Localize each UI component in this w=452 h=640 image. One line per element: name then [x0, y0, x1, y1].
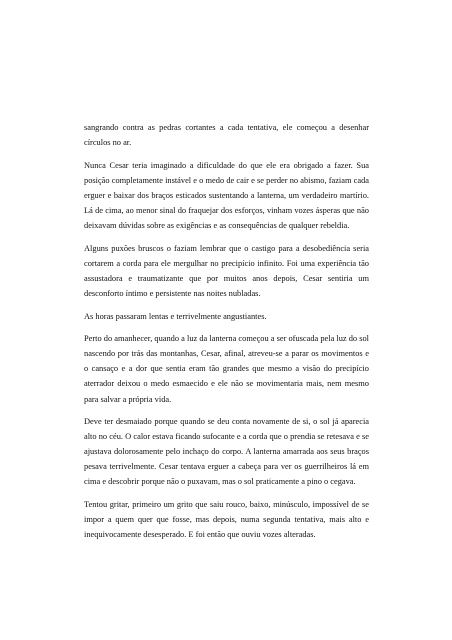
paragraph-2: Nunca Cesar teria imaginado a dificuldade do que ele era obrigado a fazer. Sua posição completamente instável e o medo de cair e se perder no abismo, faziam cada erguer e baixar dos braços esticados sustentando a lanterna, um verdadeiro martírio. Lá de cima, ao menor sinal do fraquejar dos esforços, vinham vozes ásperas que não deixavam dúvidas sobre as exigências e as consequências de qualquer rebeldia.	[84, 160, 369, 231]
document-page	[84, 120, 369, 550]
paragraph-5: Perto do amanhecer, quando a luz da lanterna começou a ser ofuscada pela luz do sol nascendo por trás das montanhas, Cesar, afinal, atreveu-se a parar os movimentos e o cansaço e a dor que sentia eram tão grandes que mesmo a visão do precipício aterrador deixou o medo esmaecido e ele não se movimentaria mais, nem mesmo para salvar a própria vida.	[84, 334, 369, 404]
paragraph-1: sangrando contra as pedras cortantes a cada tentativa, ele começou a desenhar círculos no ar.	[84, 123, 369, 148]
paragraph-4: As horas passaram lentas e terrivelmente angustiantes.	[84, 311, 267, 321]
paragraph-3: Alguns puxões bruscos o faziam lembrar que o castigo para a desobediência seria cortarem a corda para ele mergulhar no precipício infinito. Foi uma experiência tão assustadora e traumatizante que por muitos anos depois, Cesar sentiria um desconforto íntimo e persistente nas noites nubladas.	[84, 243, 369, 298]
paragraph-7: Tentou gritar, primeiro um grito que saiu rouco, baixo, minúsculo, impossível de se impor a quem quer que fosse, mas depois, numa segunda tentativa, mais alto e inequivocamente desesperado. E foi então que ouviu vozes alteradas.	[84, 500, 369, 540]
paragraph-6: Deve ter desmaiado porque quando se deu conta novamente de si, o sol já aparecia alto no céu. O calor estava ficando sufocante e a corda que o prendia se retesava e se ajustava dolorosamente pelo inchaço do corpo. A lanterna amarrada aos seus braços pesava terrivelmente. Cesar tentava erguer a cabeça para ver os guerrilheiros lá em cima e descobrir porque não o puxavam, mas o sol praticamente a pino o cegava.	[84, 417, 369, 487]
